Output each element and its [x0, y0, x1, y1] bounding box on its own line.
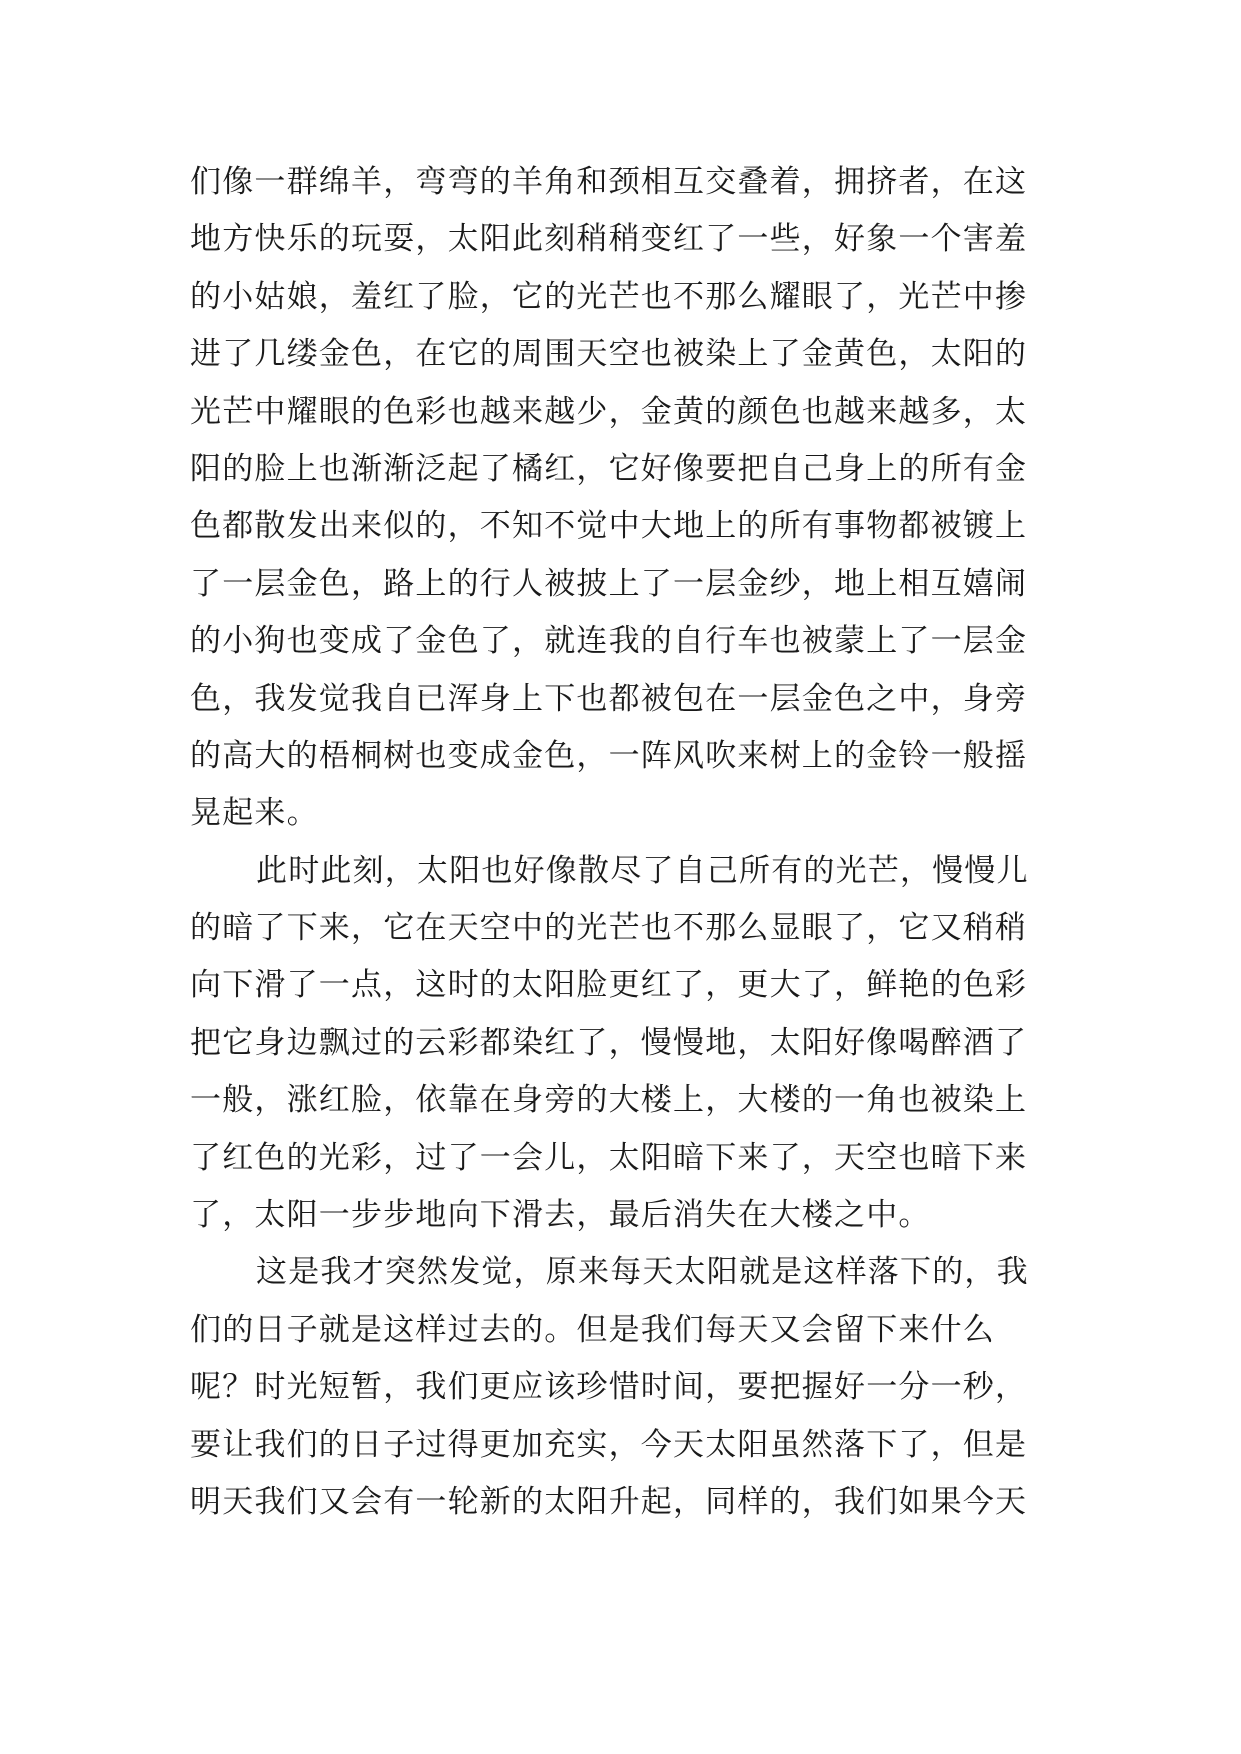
text-line: 的小狗也变成了金色了，就连我的自行车也被蒙上了一层金	[190, 623, 1028, 660]
text-line: 了一层金色，路上的行人被披上了一层金纱，地上相互嬉闹	[190, 565, 1028, 602]
text-line: 一般，涨红脸，依靠在身旁的大楼上，大楼的一角也被染上	[190, 1082, 1028, 1119]
text-line: 要让我们的日子过得更加充实，今天太阳虽然落下了，但是	[190, 1426, 1028, 1463]
text-line: 的小姑娘，羞红了脸，它的光芒也不那么耀眼了，光芒中掺	[190, 278, 1028, 315]
text-line: 阳的脸上也渐渐泛起了橘红，它好像要把自己身上的所有金	[190, 450, 1028, 487]
text-line: 呢？时光短暂，我们更应该珍惜时间，要把握好一分一秒，	[190, 1369, 1028, 1406]
text-line: 晃起来。	[190, 795, 319, 832]
paragraph-first-line: 这是我才突然发觉，原来每天太阳就是这样落下的，我	[256, 1254, 1029, 1291]
text-line: 地方快乐的玩耍，太阳此刻稍稍变红了一些，好象一个害羞	[190, 221, 1028, 258]
body-text	[190, 154, 1064, 1531]
text-line: 了红色的光彩，过了一会儿，太阳暗下来了，天空也暗下来	[190, 1139, 1028, 1176]
text-line: 明天我们又会有一轮新的太阳升起，同样的，我们如果今天	[190, 1483, 1028, 1520]
text-line: 进了几缕金色，在它的周围天空也被染上了金黄色，太阳的	[190, 336, 1028, 373]
text-line: 的暗了下来，它在天空中的光芒也不那么显眼了，它又稍稍	[190, 910, 1028, 947]
text-line: 的高大的梧桐树也变成金色，一阵风吹来树上的金铃一般摇	[190, 737, 1028, 774]
text-line: 光芒中耀眼的色彩也越来越少，金黄的颜色也越来越多，太	[190, 393, 1028, 430]
text-line: 了，太阳一步步地向下滑去，最后消失在大楼之中。	[190, 1197, 931, 1234]
text-line: 把它身边飘过的云彩都染红了，慢慢地，太阳好像喝醉酒了	[190, 1024, 1028, 1061]
text-line: 们的日子就是这样过去的。但是我们每天又会留下来什么	[190, 1311, 995, 1348]
text-line: 色，我发觉我自已浑身上下也都被包在一层金色之中，身旁	[190, 680, 1028, 717]
text-line: 色都散发出来似的，不知不觉中大地上的所有事物都被镀上	[190, 508, 1028, 545]
paragraph-first-line: 此时此刻，太阳也好像散尽了自己所有的光芒，慢慢儿	[256, 852, 1029, 889]
text-line: 们像一群绵羊，弯弯的羊角和颈相互交叠着，拥挤者，在这	[190, 164, 1028, 200]
text-line: 向下滑了一点，这时的太阳脸更红了，更大了，鲜艳的色彩	[190, 967, 1028, 1004]
